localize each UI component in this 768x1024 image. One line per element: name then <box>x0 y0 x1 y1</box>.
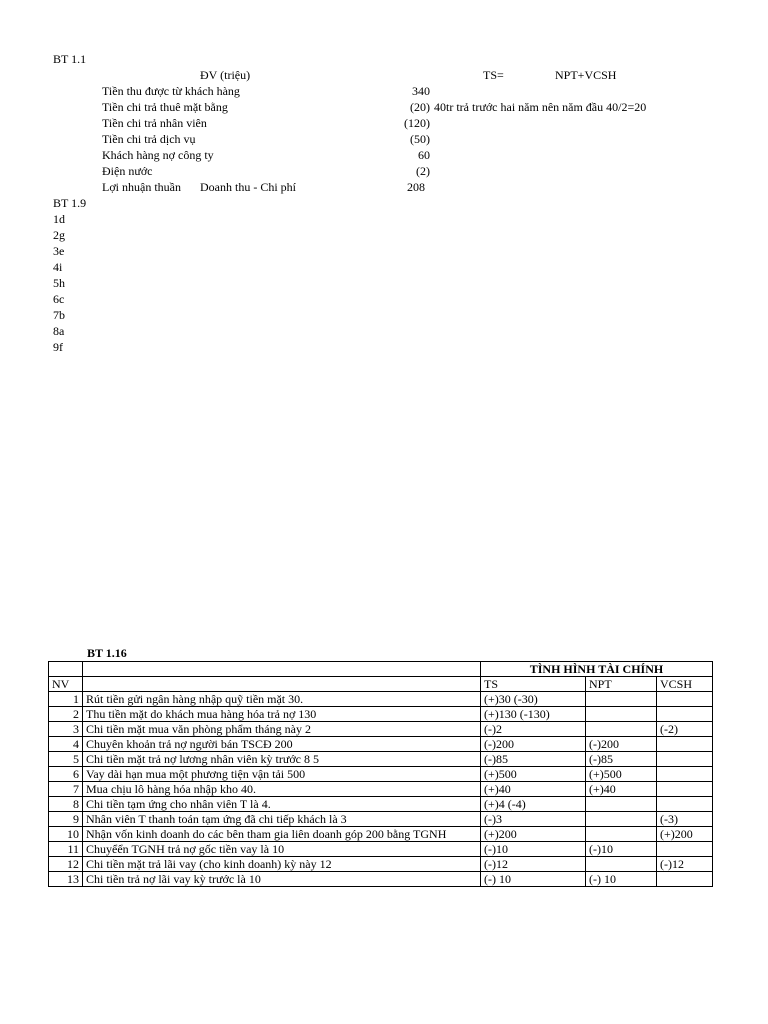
ts-cell: (+)130 (-130) <box>481 707 586 722</box>
description-cell: Chi tiền mặt trả nợ lương nhân viên kỳ trước 8 5 <box>83 752 481 767</box>
bt11-item-value: (120) <box>404 116 430 130</box>
description-cell: Rút tiền gửi ngân hàng nhập quỹ tiền mặt 30. <box>83 692 481 707</box>
description-cell: Chuyểển TGNH trả nợ gốc tiền vay là 10 <box>83 842 481 857</box>
vcsh-cell <box>657 707 713 722</box>
vcsh-cell <box>657 692 713 707</box>
npt-cell: (-) 10 <box>586 872 657 887</box>
description-cell: Vay dài hạn mua một phương tiện vận tải 500 <box>83 767 481 782</box>
description-cell: Chi tiền mặt mua văn phòng phẩm tháng này 2 <box>83 722 481 737</box>
nv-cell: 8 <box>49 797 83 812</box>
table-row <box>49 857 713 872</box>
ts-cell: (-) 10 <box>481 872 586 887</box>
unit-label: ĐV (triệu) <box>200 68 251 82</box>
bt19-answer: 6c <box>53 292 65 306</box>
bt11-item-note: 40tr trả trước hai năm nên năm đầu 40/2=20 <box>434 100 647 114</box>
bt19-answer: 2g <box>53 228 65 242</box>
description-cell: Chi tiền tạm ứng cho nhân viên T là 4. <box>83 797 481 812</box>
npt-cell <box>586 812 657 827</box>
bt11-item-value: (2) <box>416 164 430 178</box>
description-cell: Chi tiền mặt trả lãi vay (cho kinh doanh) kỳ này 12 <box>83 857 481 872</box>
npt-cell: (-)200 <box>586 737 657 752</box>
vcsh-cell <box>657 737 713 752</box>
npt-cell <box>586 692 657 707</box>
bt11-item-label: Tiền thu được từ khách hàng <box>102 84 240 98</box>
bt19-answer: 3e <box>53 244 65 258</box>
ts-cell: (+)4 (-4) <box>481 797 586 812</box>
description-cell: Thu tiền mặt do khách mua hàng hóa trả nợ 130 <box>83 707 481 722</box>
npt-cell <box>586 797 657 812</box>
nv-cell: 1 <box>49 692 83 707</box>
npt-cell: (+)500 <box>586 767 657 782</box>
description-cell: Mua chịu lô hàng hóa nhập kho 40. <box>83 782 481 797</box>
profit-value: 208 <box>407 180 425 194</box>
nv-cell: 12 <box>49 857 83 872</box>
description-cell: Chuyên khoản trả nợ người bán TSCĐ 200 <box>83 737 481 752</box>
vcsh-cell: (+)200 <box>657 827 713 842</box>
bt11-item-value: 340 <box>412 84 430 98</box>
ts-cell: (+)40 <box>481 782 586 797</box>
nv-cell: 4 <box>49 737 83 752</box>
profit-label: Lợi nhuận thuần <box>102 180 181 194</box>
financial-status-table <box>48 661 713 887</box>
npt-cell <box>586 722 657 737</box>
table-column-header-row <box>49 677 713 692</box>
ts-cell: (+)200 <box>481 827 586 842</box>
npt-cell: (-)10 <box>586 842 657 857</box>
nv-cell: 9 <box>49 812 83 827</box>
bt11-item-label: Tiền chi trả dịch vụ <box>102 132 196 146</box>
nv-cell: 3 <box>49 722 83 737</box>
ts-cell: (-)200 <box>481 737 586 752</box>
vcsh-cell <box>657 842 713 857</box>
bt19-answer: 4i <box>53 260 63 274</box>
vcsh-cell: (-2) <box>657 722 713 737</box>
ts-cell: (+)500 <box>481 767 586 782</box>
ts-cell: (+)30 (-30) <box>481 692 586 707</box>
bt116-title: BT 1.16 <box>87 646 127 660</box>
description-cell: Nhận vốn kinh doanh do các bên tham gia liên doanh góp 200 bằng TGNH <box>83 827 481 842</box>
table-row <box>49 752 713 767</box>
ts-cell: (-)12 <box>481 857 586 872</box>
bt19-answer: 8a <box>53 324 65 338</box>
nv-header: NV <box>49 677 83 692</box>
vcsh-cell <box>657 782 713 797</box>
ts-cell: (-)10 <box>481 842 586 857</box>
table-row <box>49 827 713 842</box>
table-row <box>49 782 713 797</box>
nv-cell: 2 <box>49 707 83 722</box>
bt11-item-value: 60 <box>418 148 430 162</box>
nv-cell: 7 <box>49 782 83 797</box>
ts-header: TS <box>481 677 586 692</box>
ts-cell: (-)2 <box>481 722 586 737</box>
ts-formula: NPT+VCSH <box>555 68 617 82</box>
table-row <box>49 692 713 707</box>
bt19-title: BT 1.9 <box>53 196 87 210</box>
header-empty-cell <box>49 662 83 677</box>
profit-formula: Doanh thu - Chi phí <box>200 180 296 194</box>
nv-cell: 13 <box>49 872 83 887</box>
ts-label: TS= <box>483 68 504 82</box>
nv-cell: 11 <box>49 842 83 857</box>
bt11-item-value: (50) <box>410 132 430 146</box>
bt11-item-label: Tiền chi trả nhân viên <box>102 116 207 130</box>
bt19-answer: 9f <box>53 340 63 354</box>
bt19-answer: 1d <box>53 212 65 226</box>
bt11-title: BT 1.1 <box>53 52 87 66</box>
bt11-item-label: Khách hàng nợ công ty <box>102 148 214 162</box>
table-row <box>49 797 713 812</box>
table-row <box>49 812 713 827</box>
bt11-item-label: Tiền chi trả thuê mặt bằng <box>102 100 228 114</box>
table-row <box>49 842 713 857</box>
nv-cell: 10 <box>49 827 83 842</box>
bt19-answer: 7b <box>53 308 65 322</box>
npt-cell <box>586 707 657 722</box>
ts-cell: (-)85 <box>481 752 586 767</box>
desc-header <box>83 677 481 692</box>
vcsh-cell <box>657 767 713 782</box>
ts-cell: (-)3 <box>481 812 586 827</box>
bt19-answer: 5h <box>53 276 65 290</box>
vcsh-cell: (-)12 <box>657 857 713 872</box>
table-group-header-row <box>49 662 713 677</box>
group-header: TÌNH HÌNH TÀI CHÍNH <box>481 662 713 677</box>
vcsh-cell <box>657 752 713 767</box>
npt-cell <box>586 857 657 872</box>
bt11-item-label: Điện nước <box>102 164 153 178</box>
table-row <box>49 737 713 752</box>
table-row <box>49 722 713 737</box>
table-row <box>49 872 713 887</box>
vcsh-header: VCSH <box>657 677 713 692</box>
npt-header: NPT <box>586 677 657 692</box>
npt-cell: (+)40 <box>586 782 657 797</box>
header-empty-cell <box>83 662 481 677</box>
bt11-item-value: (20) <box>410 100 430 114</box>
description-cell: Chi tiền trả nợ lãi vay kỳ trước là 10 <box>83 872 481 887</box>
nv-cell: 6 <box>49 767 83 782</box>
npt-cell <box>586 827 657 842</box>
vcsh-cell: (-3) <box>657 812 713 827</box>
nv-cell: 5 <box>49 752 83 767</box>
vcsh-cell <box>657 872 713 887</box>
description-cell: Nhân viên T thanh toán tạm ứng đã chi tiếp khách là 3 <box>83 812 481 827</box>
table-row <box>49 767 713 782</box>
npt-cell: (-)85 <box>586 752 657 767</box>
table-row <box>49 707 713 722</box>
vcsh-cell <box>657 797 713 812</box>
